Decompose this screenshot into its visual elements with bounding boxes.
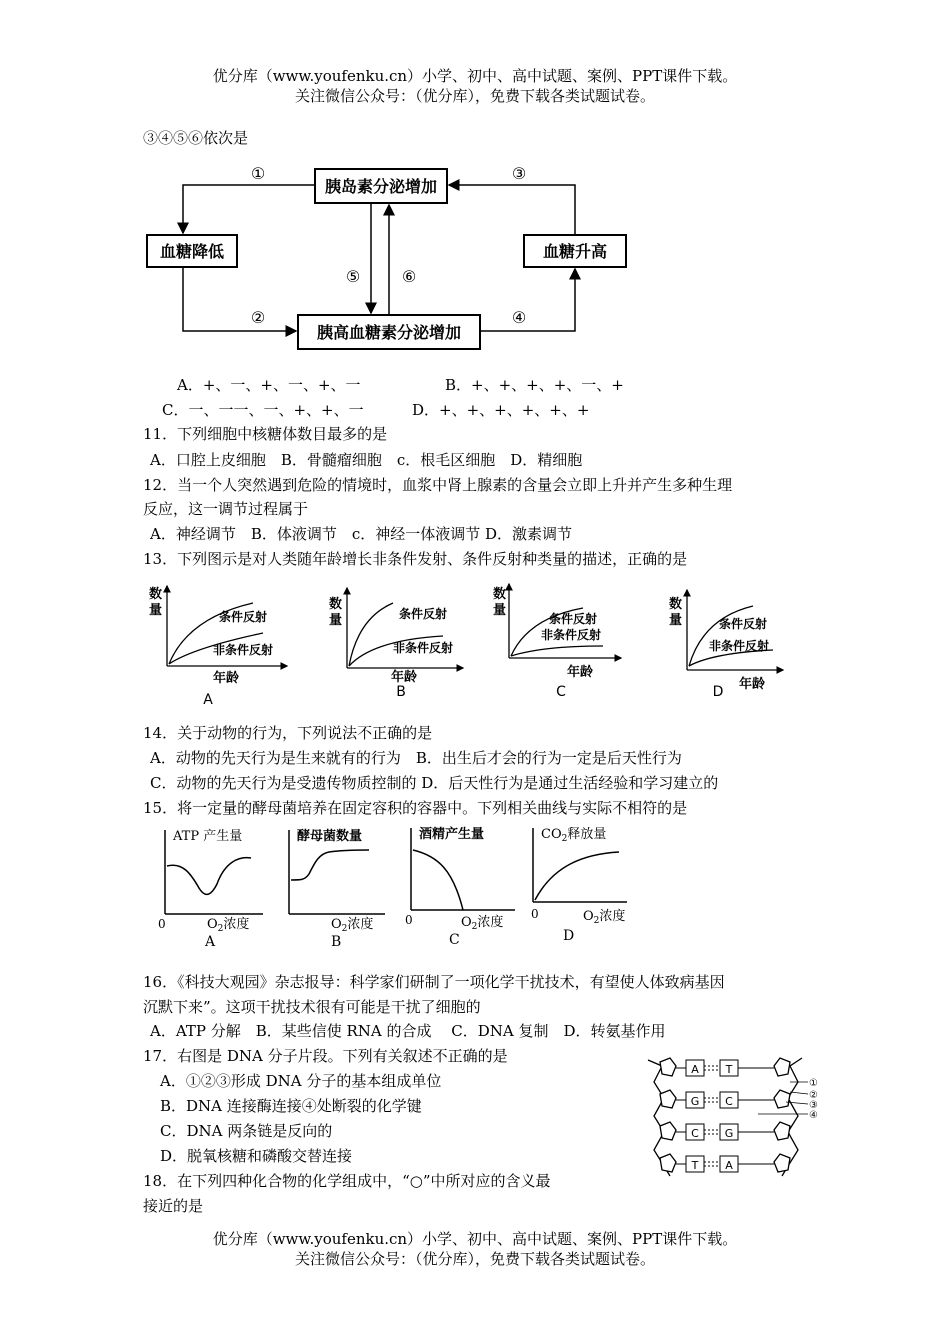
q13-b-ylabel-1: 数	[329, 597, 343, 612]
q13-d-ylabel-1: 数	[669, 597, 683, 612]
q15-graph-d	[531, 827, 627, 944]
mark-6: ⑥	[401, 267, 417, 286]
q16-stem-1: 16．《科技大观园》杂志报导：科学家们研制了一项化学干扰技术，有望使人体致病基因	[143, 973, 725, 991]
arrow-4	[480, 269, 575, 331]
q12-stem-2: 反应，这一调节过程属于	[143, 500, 309, 518]
dna-base-left-4: T	[691, 1159, 699, 1172]
q13-d-xlabel: 年龄	[739, 677, 766, 692]
dna-fragment-diagram	[640, 1052, 820, 1182]
q13-c-label: C	[556, 684, 566, 700]
q13-a-uncond-label: 非条件反射	[213, 643, 274, 657]
q12-stem-1: 12．当一个人突然遇到危险的情境时，血浆中肾上腺素的含量会立即上升并产生多种生理	[143, 476, 733, 494]
q10-stem: ③④⑤⑥依次是	[143, 129, 249, 147]
q13-d-uncond-label: 非条件反射	[709, 639, 770, 653]
glucagon-box-label: 胰高血糖素分泌增加	[316, 323, 462, 342]
q15-a-curve	[167, 858, 251, 895]
q15-d-curve	[535, 852, 619, 900]
q15-c-xlabel: $O_2$浓度	[461, 915, 504, 932]
dna-pair-4	[676, 1156, 774, 1172]
dna-mark-3: ③	[809, 1100, 818, 1111]
q14-options-ab: A．动物的先天行为是生来就有的行为 B．出生后才会的行为一定是后天性行为	[150, 749, 682, 767]
q15-c-zero: 0	[405, 913, 413, 927]
q13-stem: 13．下列图示是对人类随年龄增长非条件发射、条件反射种类量的描述，正确的是	[143, 550, 688, 568]
q13-d-cond-label: 条件反射	[719, 617, 768, 631]
arrow-3	[449, 185, 575, 235]
q17-stem: 17．右图是 DNA 分子片段。下列有关叙述不正确的是	[143, 1047, 508, 1065]
q17-option-a: A．①②③形成 DNA 分子的基本组成单位	[160, 1072, 442, 1090]
q13-d-cond-curve	[689, 606, 753, 666]
q13-d-ylabel-2: 量	[669, 613, 683, 628]
q13-a-ylabel-1: 数	[149, 587, 163, 602]
q13-c-ylabel-2: 量	[493, 603, 507, 618]
low-glucose-label: 血糖降低	[159, 242, 225, 261]
q13-a-label: A	[203, 692, 213, 708]
q15-c-ylabel: 酒精产生量	[419, 827, 485, 842]
q13-graph-c	[493, 584, 621, 700]
arrow-2	[183, 267, 296, 331]
arrow-1	[183, 185, 315, 233]
footer-line-1: 优分库（www.youfenku.cn）小学、初中、高中试题、案例、PPT课件下载。	[212, 1230, 738, 1248]
q18-stem-2: 接近的是	[143, 1197, 204, 1215]
q14-stem: 14．关于动物的行为，下列说法不正确的是	[143, 724, 433, 742]
q16-options: A．ATP 分解 B．某些信使 RNA 的合成 C．DNA 复制 D．转氨基作用	[150, 1022, 666, 1040]
q12-options: A．神经调节 B．体液调节 c．神经一体液调节 D．激素调节	[150, 525, 573, 543]
dna-base-right-4: A	[725, 1159, 733, 1172]
q17-option-b: B．DNA 连接酶连接④处断裂的化学键	[160, 1097, 422, 1115]
q13-a-ylabel-2: 量	[149, 603, 163, 618]
q10-option-a: A．+、一、+、一、+、一	[177, 376, 361, 394]
q15-d-xlabel: $O_2$浓度	[583, 909, 626, 926]
q10-option-b: B．+、+、+、+、一、+	[445, 376, 624, 394]
dna-base-left-1: A	[691, 1063, 699, 1076]
q13-graph-d	[669, 590, 783, 700]
dna-mark-2: ②	[809, 1090, 818, 1101]
q15-d-label: D	[563, 928, 575, 944]
q13-c-uncond-curve	[511, 646, 603, 656]
q16-stem-2: 沉默下来”。这项干扰技术很有可能是干扰了细胞的	[143, 998, 481, 1016]
q13-b-cond-label: 条件反射	[399, 607, 448, 621]
q13-a-xlabel: 年龄	[213, 671, 240, 686]
q13-b-label: B	[396, 684, 406, 700]
dna-base-right-3: G	[724, 1127, 734, 1140]
q18-stem-1: 18．在下列四种化合物的化学组成中，“○”中所对应的含义最	[143, 1172, 551, 1190]
q13-c-xlabel: 年龄	[567, 665, 594, 680]
q15-a-label: A	[205, 934, 216, 950]
glucose-regulation-diagram	[143, 155, 638, 355]
mark-5: ⑤	[345, 267, 361, 286]
q13-a-cond-label: 条件反射	[219, 610, 268, 624]
q15-d-ylabel: $CO_2$释放量	[541, 827, 607, 844]
mark-4: ④	[511, 308, 527, 327]
dna-mark-4: ④	[809, 1110, 818, 1121]
q15-graphs	[143, 822, 643, 952]
q10-option-d: D．+、+、+、+、+、+	[412, 401, 590, 419]
q13-b-uncond-label: 非条件反射	[393, 641, 454, 655]
q13-d-label: D	[712, 684, 724, 700]
dna-pair-2	[676, 1092, 774, 1108]
q15-a-zero: 0	[158, 917, 166, 931]
q14-options-cd: C．动物的先天行为是受遗传物质控制的 D．后天性行为是通过生活经验和学习建立的	[150, 774, 719, 792]
q17-option-d: D．脱氧核糖和磷酸交替连接	[160, 1147, 353, 1165]
q15-stem: 15．将一定量的酵母菌培养在固定容积的容器中。下列相关曲线与实际不相符的是	[143, 799, 688, 817]
q13-b-ylabel-2: 量	[329, 613, 343, 628]
header-line-2: 关注微信公众号：（优分库），免费下载各类试题试卷。	[294, 87, 655, 105]
q15-a-ylabel: ATP 产生量	[173, 829, 243, 844]
q15-c-label: C	[449, 932, 460, 948]
dna-pair-3	[676, 1124, 774, 1140]
q13-graph-a	[149, 586, 287, 708]
q15-c-curve	[413, 850, 463, 910]
q15-graph-c	[405, 826, 515, 948]
q15-d-zero: 0	[531, 907, 539, 921]
q15-b-label: B	[331, 934, 342, 950]
q11-stem: 11．下列细胞中核糖体数目最多的是	[143, 425, 388, 443]
dna-mark-1: ①	[809, 1078, 818, 1089]
header-line-1: 优分库（www.youfenku.cn）小学、初中、高中试题、案例、PPT课件下载。	[212, 67, 738, 85]
q13-c-cond-label: 条件反射	[549, 612, 598, 626]
dna-base-left-3: C	[691, 1127, 699, 1140]
q13-c-uncond-label: 非条件反射	[541, 628, 602, 642]
q13-graph-b	[329, 588, 463, 700]
q10-option-c: C．一、一一、一、+、+、一	[162, 401, 364, 419]
q15-b-ylabel: 酵母菌数量	[297, 829, 363, 844]
dna-pair-1	[676, 1060, 774, 1076]
q11-options: A．口腔上皮细胞 B．骨髓瘤细胞 c．根毛区细胞 D．精细胞	[150, 451, 583, 469]
q17-option-c: C．DNA 两条链是反向的	[160, 1122, 333, 1140]
q13-c-ylabel-1: 数	[493, 587, 507, 602]
q15-b-curve	[291, 850, 369, 880]
insulin-box-label: 胰岛素分泌增加	[324, 177, 438, 196]
q15-a-xlabel: $O_2$浓度	[207, 917, 250, 934]
q13-graphs	[143, 578, 793, 708]
q13-b-cond-curve	[349, 603, 393, 666]
q15-b-xlabel: $O_2$浓度	[331, 917, 374, 934]
high-glucose-label: 血糖升高	[542, 242, 608, 261]
mark-2: ②	[250, 308, 266, 327]
q15-graph-b	[289, 828, 385, 950]
q13-b-xlabel: 年龄	[391, 670, 418, 685]
footer-line-2: 关注微信公众号：（优分库），免费下载各类试题试卷。	[294, 1250, 655, 1268]
dna-base-right-1: T	[725, 1063, 733, 1076]
dna-base-left-2: G	[690, 1095, 700, 1108]
dna-base-right-2: C	[725, 1095, 733, 1108]
q15-graph-a	[158, 828, 263, 950]
mark-3: ③	[511, 164, 527, 183]
mark-1: ①	[250, 164, 266, 183]
